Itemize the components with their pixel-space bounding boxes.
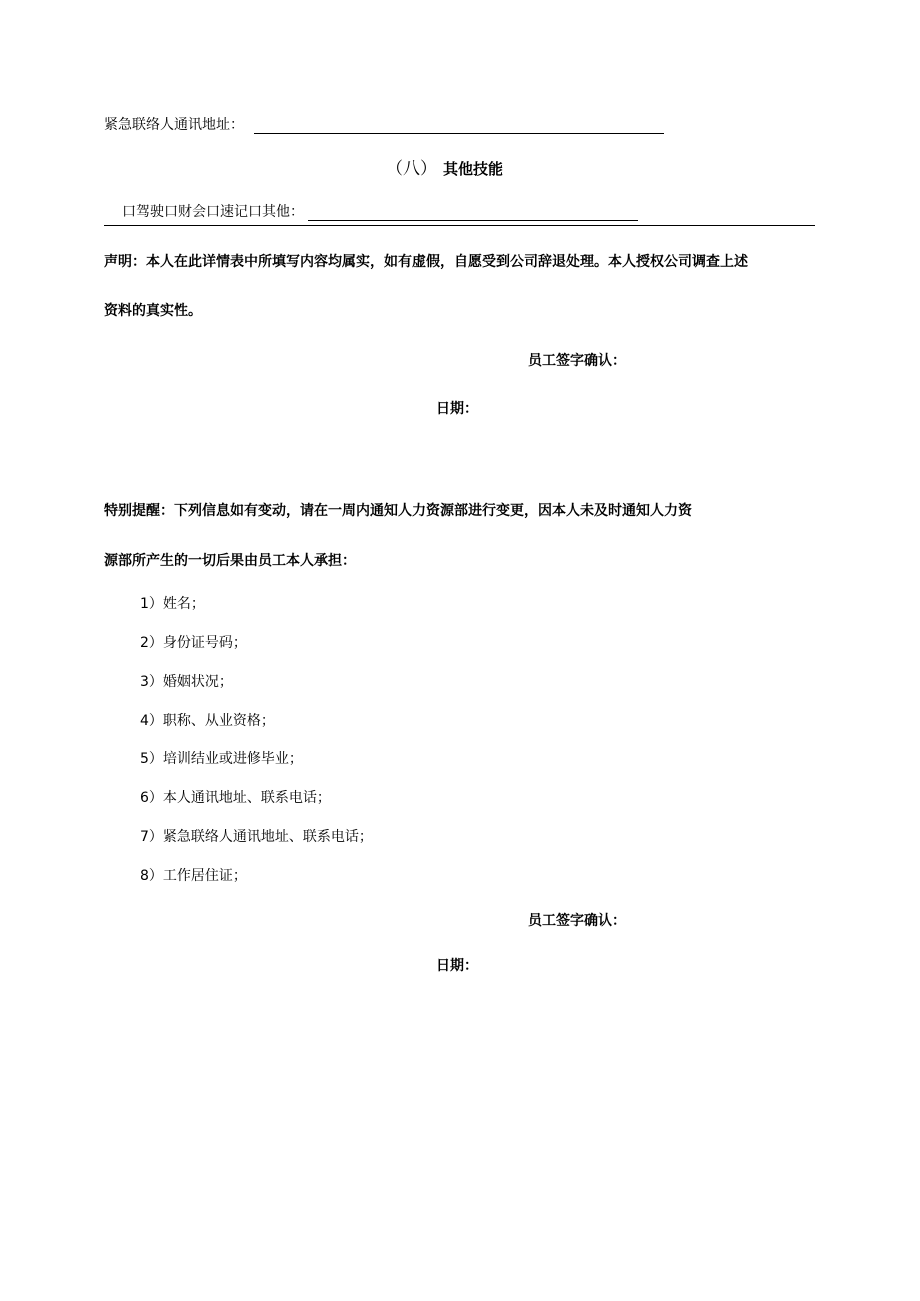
section-divider <box>104 225 815 226</box>
list-item: 8）工作居住证； <box>140 868 247 884</box>
list-item: 3）婚姻状况； <box>140 674 233 690</box>
list-item: 1）姓名； <box>140 596 205 612</box>
reminder-line-2: 源部所产生的一切后果由员工本人承担： <box>104 553 356 569</box>
list-item: 5）培训结业或进修毕业； <box>140 751 303 767</box>
date-label-1: 日期： <box>436 401 478 417</box>
other-skills-row <box>122 201 638 221</box>
section-number: （八） <box>386 159 437 179</box>
declaration-line-1: 声明：本人在此详情表中所填写内容均属实，如有虚假，自愿受到公司辞退处理。本人授权公司调查上述 <box>104 254 748 270</box>
date-label-2: 日期： <box>436 958 478 974</box>
other-skills-field[interactable] <box>308 206 638 221</box>
list-item: 7）紧急联络人通讯地址、联系电话； <box>140 829 373 845</box>
employee-signature-label-1: 员工签字确认： <box>528 353 626 369</box>
list-item: 6）本人通讯地址、联系电话； <box>140 790 331 806</box>
employee-signature-label-2: 员工签字确认： <box>528 913 626 929</box>
list-item: 4）职称、从业资格； <box>140 713 275 729</box>
reminder-line-1: 特别提醒：下列信息如有变动，请在一周内通知人力资源部进行变更，因本人未及时通知人力资 <box>104 503 692 519</box>
emergency-contact-address-field[interactable] <box>254 119 664 134</box>
list-item: 2）身份证号码； <box>140 635 247 651</box>
section-title: 其他技能 <box>443 160 504 178</box>
emergency-contact-address-label: 紧急联络人通讯地址： <box>104 117 244 133</box>
section-heading <box>386 154 503 179</box>
other-skills-options: 口驾驶口财会口速记口其他： <box>122 204 304 220</box>
declaration-line-2: 资料的真实性。 <box>104 303 202 319</box>
emergency-contact-address-row <box>104 114 664 134</box>
